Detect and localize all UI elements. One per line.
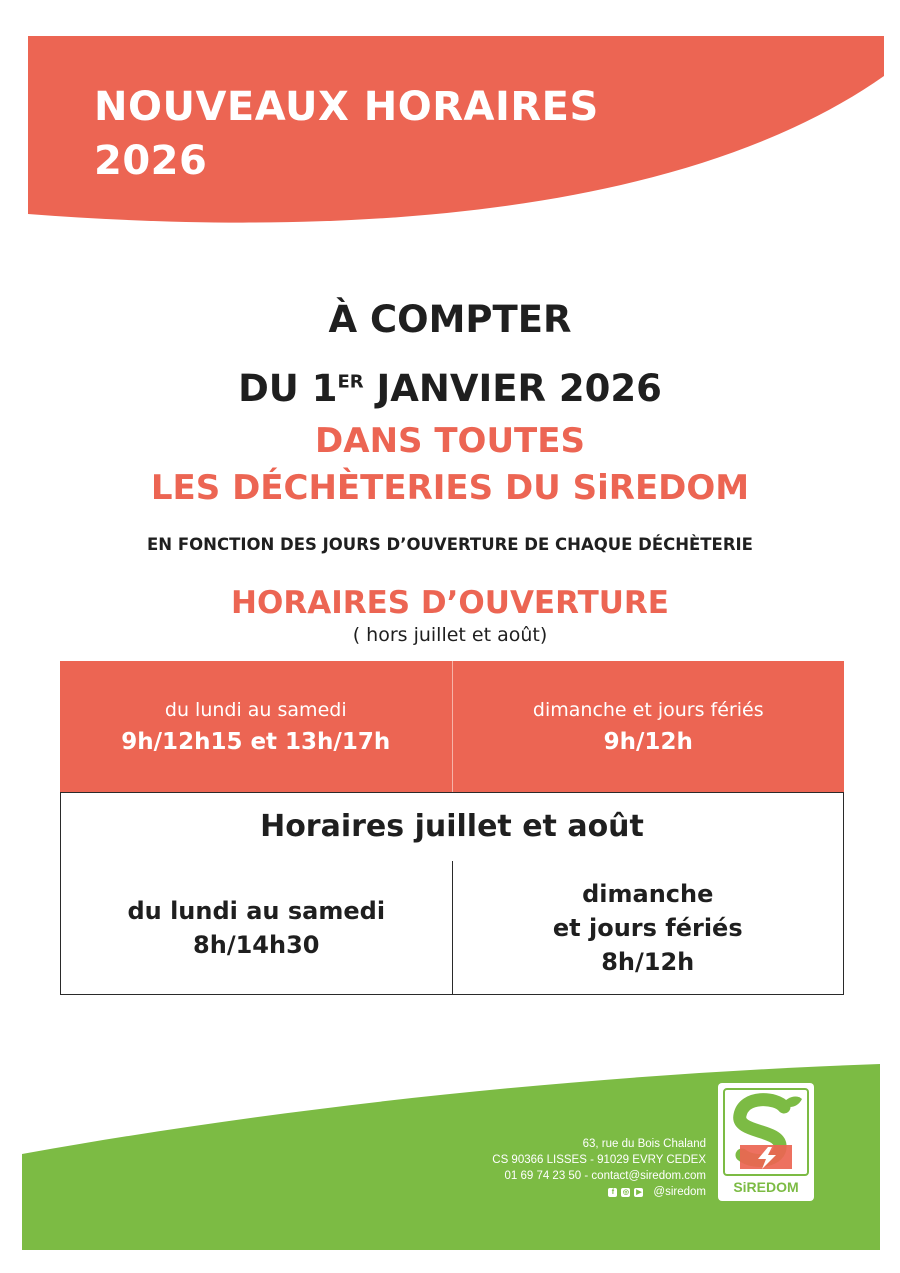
headline-ordinal: ER xyxy=(337,371,364,393)
youtube-icon[interactable]: ▶ xyxy=(636,1188,642,1196)
siredom-logo xyxy=(718,1083,814,1201)
social-row xyxy=(492,1184,706,1200)
headline-line2 xyxy=(0,367,900,410)
summer-sunday-label-line1: dimanche xyxy=(582,879,714,908)
summer-weekday-hours: 8h/14h30 xyxy=(193,930,320,959)
regular-weekday-hours: 9h/12h15 et 13h/17h xyxy=(121,728,391,755)
banner-title-line1: NOUVEAUX HORAIRES xyxy=(94,84,599,130)
banner-title xyxy=(94,80,599,188)
contact-line: 01 69 74 23 50 - contact@siredom.com xyxy=(504,1170,706,1182)
logo-mark-icon xyxy=(718,1085,814,1181)
regular-weekday-cell xyxy=(60,661,452,792)
headline-line2-suffix: JANVIER 2026 xyxy=(363,367,662,410)
social-handle: @siredom xyxy=(653,1186,706,1198)
banner-title-line2: 2026 xyxy=(94,138,208,184)
address-line2: CS 90366 LISSES - 91029 EVRY CEDEX xyxy=(492,1154,706,1166)
opening-days-note: EN FONCTION DES JOURS D’OUVERTURE DE CHAQUE DÉCHÈTERIE xyxy=(147,535,753,554)
instagram-icon[interactable]: ◎ xyxy=(622,1188,629,1196)
regular-sunday-cell xyxy=(452,661,845,792)
regular-sunday-label: dimanche et jours fériés xyxy=(532,698,764,721)
summer-weekday-label: du lundi au samedi xyxy=(127,896,386,925)
headline-line4: LES DÉCHÈTERIES DU SiREDOM xyxy=(150,468,750,508)
summer-sunday-label-line2: et jours fériés xyxy=(552,913,743,942)
summer-weekday-cell xyxy=(61,861,452,994)
summer-hours-title: Horaires juillet et août xyxy=(260,809,644,844)
headline-line3: DANS TOUTES xyxy=(315,421,585,461)
opening-hours-title: HORAIRES D’OUVERTURE xyxy=(231,585,669,621)
summer-sunday-hours: 8h/12h xyxy=(601,947,695,976)
summer-hours-row xyxy=(61,861,843,994)
summer-hours-table xyxy=(60,792,844,995)
regular-hours-table xyxy=(60,661,844,792)
regular-sunday-hours: 9h/12h xyxy=(603,728,693,755)
facebook-icon[interactable]: f xyxy=(608,1188,617,1197)
headline-line1: À COMPTER xyxy=(328,298,572,341)
address-line1: 63, rue du Bois Chaland xyxy=(582,1138,706,1150)
contact-block xyxy=(492,1136,706,1200)
logo-text: SiREDOM xyxy=(733,1179,799,1195)
summer-sunday-cell xyxy=(452,861,844,994)
opening-hours-subtitle: ( hors juillet et août) xyxy=(352,624,548,646)
regular-weekday-label: du lundi au samedi xyxy=(164,698,347,721)
headline-line2-prefix: DU 1 xyxy=(238,367,338,410)
